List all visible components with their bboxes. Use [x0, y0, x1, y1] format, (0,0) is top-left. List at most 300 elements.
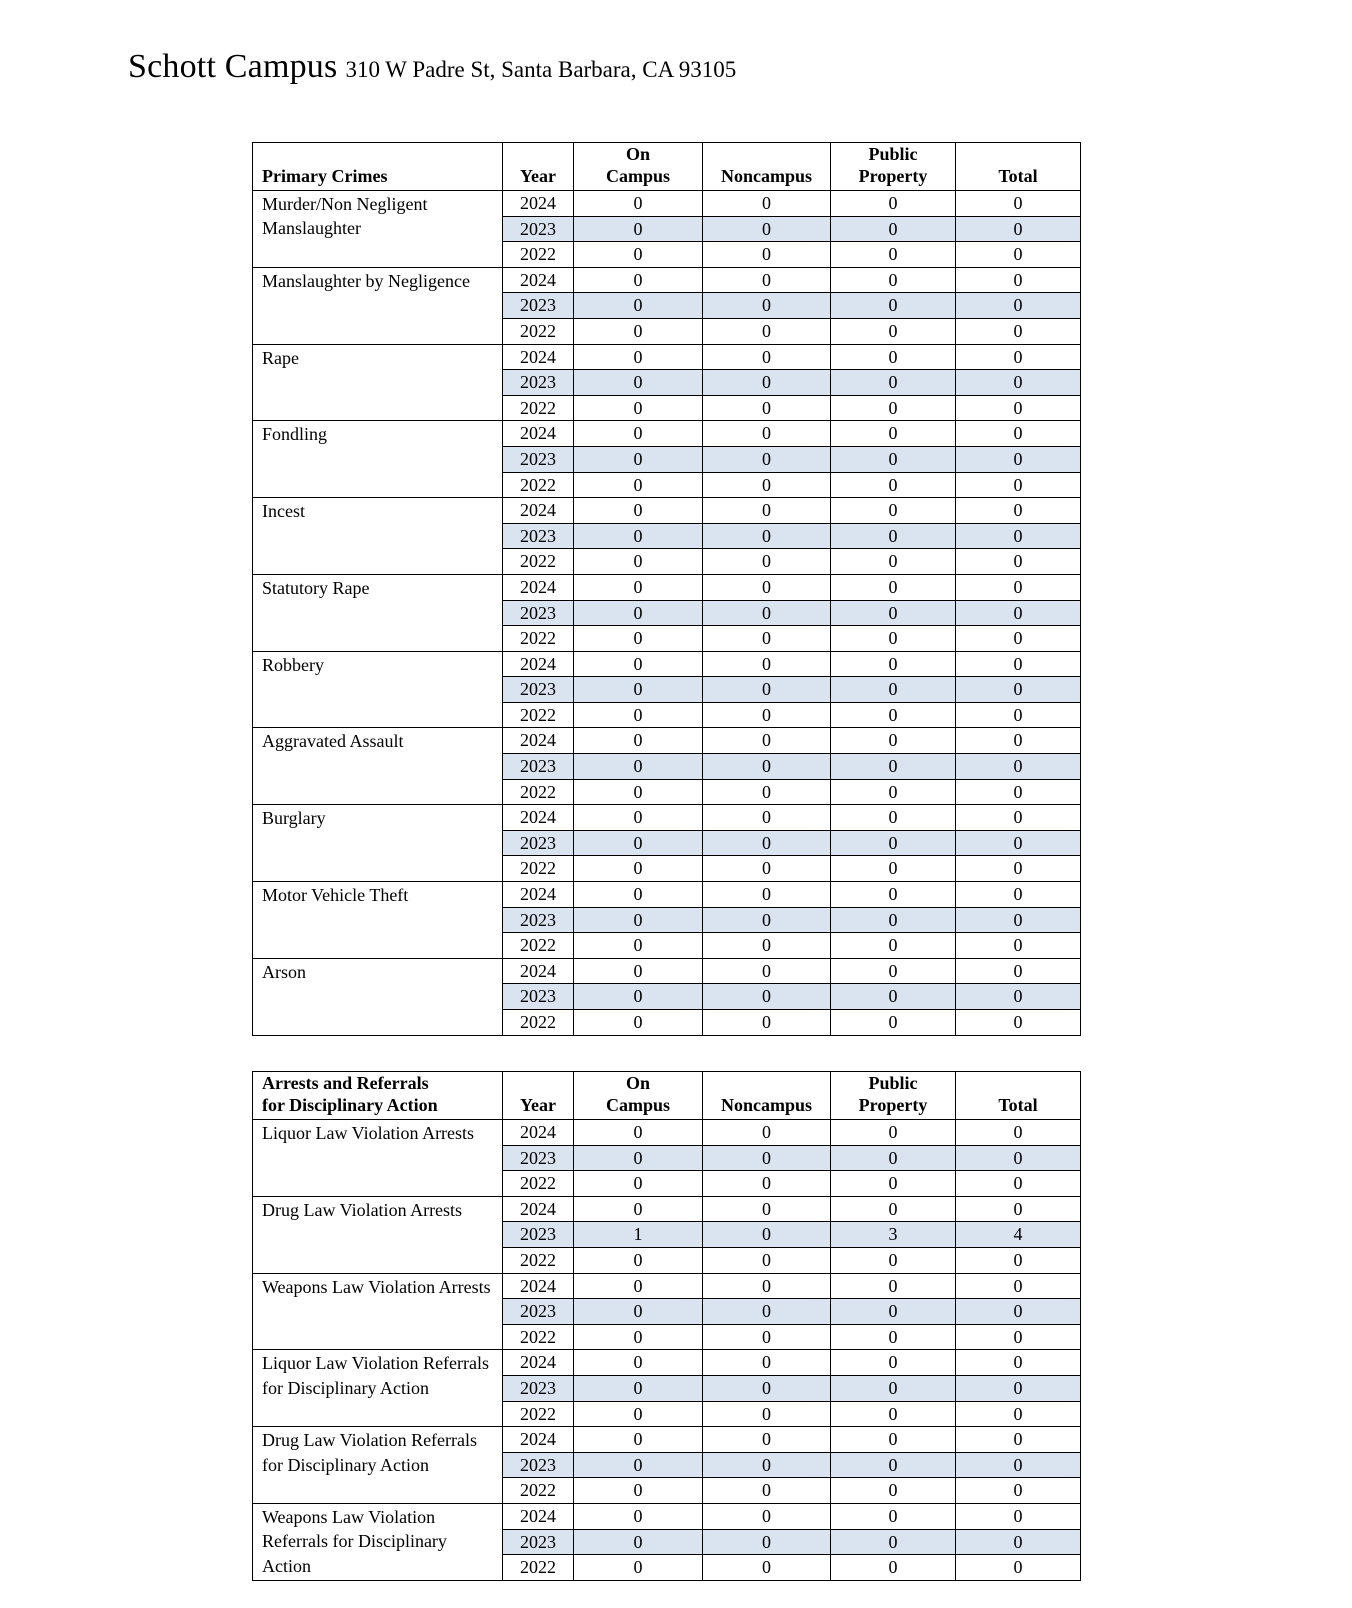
column-header-noncampus: Noncampus	[703, 143, 831, 191]
column-header-on-campus: On Campus	[574, 143, 703, 191]
data-row	[253, 574, 1081, 600]
public-property-value-cell: 3	[831, 1222, 956, 1248]
year-cell: 2022	[503, 242, 574, 268]
year-cell: 2023	[503, 754, 574, 780]
total-value-cell: 0	[956, 344, 1081, 370]
year-cell: 2023	[503, 907, 574, 933]
year-cell: 2023	[503, 293, 574, 319]
on-campus-value-cell: 0	[574, 574, 703, 600]
year-cell: 2023	[503, 216, 574, 242]
column-header-public-property: Public Property	[831, 143, 956, 191]
total-value-cell: 0	[956, 1401, 1081, 1427]
total-value-cell: 0	[956, 1375, 1081, 1401]
public-property-value-cell: 0	[831, 702, 956, 728]
noncampus-value-cell: 0	[703, 395, 831, 421]
noncampus-value-cell: 0	[703, 421, 831, 447]
noncampus-value-cell: 0	[703, 958, 831, 984]
total-value-cell: 0	[956, 702, 1081, 728]
year-cell: 2024	[503, 498, 574, 524]
on-campus-value-cell: 0	[574, 958, 703, 984]
on-campus-value-cell: 0	[574, 191, 703, 217]
total-value-cell: 0	[956, 421, 1081, 447]
public-property-value-cell: 0	[831, 984, 956, 1010]
noncampus-value-cell: 0	[703, 1120, 831, 1146]
year-cell: 2022	[503, 856, 574, 882]
public-property-value-cell: 0	[831, 907, 956, 933]
year-cell: 2022	[503, 702, 574, 728]
total-value-cell: 0	[956, 191, 1081, 217]
year-cell: 2022	[503, 1324, 574, 1350]
year-cell: 2023	[503, 984, 574, 1010]
total-value-cell: 0	[956, 677, 1081, 703]
on-campus-value-cell: 0	[574, 267, 703, 293]
year-column-header: Year	[503, 143, 574, 191]
on-campus-value-cell: 0	[574, 1375, 703, 1401]
on-campus-value-cell: 0	[574, 805, 703, 831]
category-cell: Statutory Rape	[253, 574, 503, 651]
total-value-cell: 0	[956, 805, 1081, 831]
noncampus-value-cell: 0	[703, 779, 831, 805]
public-property-value-cell: 0	[831, 651, 956, 677]
data-row	[253, 1120, 1081, 1146]
public-property-value-cell: 0	[831, 1478, 956, 1504]
on-campus-value-cell: 0	[574, 446, 703, 472]
noncampus-value-cell: 0	[703, 805, 831, 831]
noncampus-value-cell: 0	[703, 574, 831, 600]
noncampus-value-cell: 0	[703, 191, 831, 217]
category-cell: Liquor Law Violation Arrests	[253, 1120, 503, 1197]
total-value-cell: 0	[956, 1350, 1081, 1376]
public-property-value-cell: 0	[831, 216, 956, 242]
category-cell: Burglary	[253, 805, 503, 882]
total-value-cell: 0	[956, 600, 1081, 626]
noncampus-value-cell: 0	[703, 907, 831, 933]
year-cell: 2023	[503, 1452, 574, 1478]
public-property-value-cell: 0	[831, 882, 956, 908]
noncampus-value-cell: 0	[703, 1010, 831, 1036]
year-cell: 2022	[503, 933, 574, 959]
campus-address: 310 W Padre St, Santa Barbara, CA 93105	[345, 57, 737, 82]
data-row	[253, 498, 1081, 524]
data-row	[253, 805, 1081, 831]
noncampus-value-cell: 0	[703, 626, 831, 652]
column-header-public-property: Public Property	[831, 1072, 956, 1120]
noncampus-value-cell: 0	[703, 1478, 831, 1504]
column-header-total: Total	[956, 1072, 1081, 1120]
on-campus-value-cell: 0	[574, 779, 703, 805]
noncampus-value-cell: 0	[703, 651, 831, 677]
public-property-value-cell: 0	[831, 600, 956, 626]
category-cell: Motor Vehicle Theft	[253, 882, 503, 959]
on-campus-value-cell: 0	[574, 318, 703, 344]
public-property-value-cell: 0	[831, 933, 956, 959]
total-value-cell: 0	[956, 1120, 1081, 1146]
noncampus-value-cell: 0	[703, 728, 831, 754]
public-property-value-cell: 0	[831, 754, 956, 780]
public-property-value-cell: 0	[831, 267, 956, 293]
year-cell: 2024	[503, 1196, 574, 1222]
on-campus-value-cell: 0	[574, 1478, 703, 1504]
noncampus-value-cell: 0	[703, 498, 831, 524]
year-cell: 2024	[503, 882, 574, 908]
total-value-cell: 0	[956, 216, 1081, 242]
public-property-value-cell: 0	[831, 191, 956, 217]
year-cell: 2022	[503, 472, 574, 498]
noncampus-value-cell: 0	[703, 370, 831, 396]
total-value-cell: 0	[956, 933, 1081, 959]
on-campus-value-cell: 0	[574, 984, 703, 1010]
total-value-cell: 0	[956, 626, 1081, 652]
year-cell: 2022	[503, 1247, 574, 1273]
public-property-value-cell: 0	[831, 1452, 956, 1478]
noncampus-value-cell: 0	[703, 267, 831, 293]
total-value-cell: 0	[956, 958, 1081, 984]
data-row	[253, 1350, 1081, 1376]
public-property-value-cell: 0	[831, 318, 956, 344]
on-campus-value-cell: 0	[574, 216, 703, 242]
noncampus-value-cell: 0	[703, 1171, 831, 1197]
year-column-header: Year	[503, 1072, 574, 1120]
total-value-cell: 0	[956, 1145, 1081, 1171]
noncampus-value-cell: 0	[703, 882, 831, 908]
category-cell: Weapons Law Violation Arrests	[253, 1273, 503, 1350]
on-campus-value-cell: 0	[574, 1555, 703, 1581]
public-property-value-cell: 0	[831, 1247, 956, 1273]
on-campus-value-cell: 0	[574, 498, 703, 524]
data-row	[253, 1196, 1081, 1222]
total-value-cell: 0	[956, 1478, 1081, 1504]
year-cell: 2023	[503, 1299, 574, 1325]
data-row	[253, 1273, 1081, 1299]
arrests-referrals-table	[252, 1071, 1081, 1581]
year-cell: 2024	[503, 958, 574, 984]
column-header-noncampus: Noncampus	[703, 1072, 831, 1120]
arrests-referrals-header	[253, 1072, 1081, 1120]
total-value-cell: 0	[956, 549, 1081, 575]
public-property-value-cell: 0	[831, 830, 956, 856]
year-cell: 2024	[503, 344, 574, 370]
year-cell: 2023	[503, 1375, 574, 1401]
public-property-value-cell: 0	[831, 574, 956, 600]
total-value-cell: 0	[956, 1171, 1081, 1197]
on-campus-value-cell: 0	[574, 1120, 703, 1146]
category-column-header: Primary Crimes	[253, 143, 503, 191]
noncampus-value-cell: 0	[703, 344, 831, 370]
total-value-cell: 0	[956, 830, 1081, 856]
noncampus-value-cell: 0	[703, 1247, 831, 1273]
noncampus-value-cell: 0	[703, 754, 831, 780]
primary-crimes-body	[253, 191, 1081, 1036]
total-value-cell: 0	[956, 395, 1081, 421]
on-campus-value-cell: 0	[574, 651, 703, 677]
public-property-value-cell: 0	[831, 472, 956, 498]
total-value-cell: 0	[956, 1324, 1081, 1350]
noncampus-value-cell: 0	[703, 318, 831, 344]
total-value-cell: 0	[956, 1247, 1081, 1273]
on-campus-value-cell: 0	[574, 702, 703, 728]
on-campus-value-cell: 0	[574, 1452, 703, 1478]
public-property-value-cell: 0	[831, 1273, 956, 1299]
on-campus-value-cell: 0	[574, 1427, 703, 1453]
total-value-cell: 0	[956, 779, 1081, 805]
on-campus-value-cell: 0	[574, 549, 703, 575]
public-property-value-cell: 0	[831, 1350, 956, 1376]
year-cell: 2024	[503, 1273, 574, 1299]
public-property-value-cell: 0	[831, 1427, 956, 1453]
total-value-cell: 0	[956, 1452, 1081, 1478]
total-value-cell: 0	[956, 728, 1081, 754]
page-title	[128, 48, 736, 86]
on-campus-value-cell: 0	[574, 677, 703, 703]
data-row	[253, 1503, 1081, 1529]
total-value-cell: 0	[956, 1529, 1081, 1555]
noncampus-value-cell: 0	[703, 1222, 831, 1248]
noncampus-value-cell: 0	[703, 933, 831, 959]
public-property-value-cell: 0	[831, 1529, 956, 1555]
noncampus-value-cell: 0	[703, 1401, 831, 1427]
noncampus-value-cell: 0	[703, 830, 831, 856]
total-value-cell: 0	[956, 856, 1081, 882]
public-property-value-cell: 0	[831, 395, 956, 421]
category-cell: Drug Law Violation Arrests	[253, 1196, 503, 1273]
category-cell: Incest	[253, 498, 503, 575]
total-value-cell: 0	[956, 984, 1081, 1010]
on-campus-value-cell: 0	[574, 1010, 703, 1036]
noncampus-value-cell: 0	[703, 216, 831, 242]
public-property-value-cell: 0	[831, 523, 956, 549]
data-row	[253, 421, 1081, 447]
year-cell: 2023	[503, 830, 574, 856]
category-cell: Liquor Law Violation Referrals for Disciplinary Action	[253, 1350, 503, 1427]
total-value-cell: 0	[956, 370, 1081, 396]
noncampus-value-cell: 0	[703, 549, 831, 575]
noncampus-value-cell: 0	[703, 1452, 831, 1478]
noncampus-value-cell: 0	[703, 1555, 831, 1581]
on-campus-value-cell: 0	[574, 830, 703, 856]
year-cell: 2024	[503, 805, 574, 831]
on-campus-value-cell: 0	[574, 344, 703, 370]
public-property-value-cell: 0	[831, 242, 956, 268]
on-campus-value-cell: 0	[574, 626, 703, 652]
total-value-cell: 0	[956, 1427, 1081, 1453]
on-campus-value-cell: 0	[574, 882, 703, 908]
on-campus-value-cell: 0	[574, 523, 703, 549]
total-value-cell: 0	[956, 651, 1081, 677]
noncampus-value-cell: 0	[703, 1324, 831, 1350]
on-campus-value-cell: 0	[574, 1247, 703, 1273]
header-row	[253, 143, 1081, 191]
year-cell: 2023	[503, 1529, 574, 1555]
noncampus-value-cell: 0	[703, 984, 831, 1010]
noncampus-value-cell: 0	[703, 472, 831, 498]
category-cell: Rape	[253, 344, 503, 421]
on-campus-value-cell: 0	[574, 395, 703, 421]
total-value-cell: 0	[956, 1010, 1081, 1036]
noncampus-value-cell: 0	[703, 1299, 831, 1325]
noncampus-value-cell: 0	[703, 1529, 831, 1555]
on-campus-value-cell: 1	[574, 1222, 703, 1248]
public-property-value-cell: 0	[831, 1555, 956, 1581]
public-property-value-cell: 0	[831, 958, 956, 984]
noncampus-value-cell: 0	[703, 293, 831, 319]
category-cell: Fondling	[253, 421, 503, 498]
total-value-cell: 0	[956, 907, 1081, 933]
year-cell: 2023	[503, 677, 574, 703]
year-cell: 2024	[503, 267, 574, 293]
noncampus-value-cell: 0	[703, 1145, 831, 1171]
public-property-value-cell: 0	[831, 1503, 956, 1529]
year-cell: 2022	[503, 1555, 574, 1581]
total-value-cell: 0	[956, 754, 1081, 780]
public-property-value-cell: 0	[831, 626, 956, 652]
total-value-cell: 0	[956, 472, 1081, 498]
on-campus-value-cell: 0	[574, 370, 703, 396]
category-cell: Drug Law Violation Referrals for Disciplinary Action	[253, 1427, 503, 1504]
noncampus-value-cell: 0	[703, 702, 831, 728]
total-value-cell: 0	[956, 293, 1081, 319]
total-value-cell: 0	[956, 882, 1081, 908]
public-property-value-cell: 0	[831, 1401, 956, 1427]
year-cell: 2024	[503, 191, 574, 217]
on-campus-value-cell: 0	[574, 472, 703, 498]
noncampus-value-cell: 0	[703, 523, 831, 549]
year-cell: 2022	[503, 1010, 574, 1036]
on-campus-value-cell: 0	[574, 1171, 703, 1197]
year-cell: 2024	[503, 421, 574, 447]
year-cell: 2022	[503, 395, 574, 421]
column-header-total: Total	[956, 143, 1081, 191]
noncampus-value-cell: 0	[703, 1350, 831, 1376]
primary-crimes-header	[253, 143, 1081, 191]
year-cell: 2024	[503, 1120, 574, 1146]
public-property-value-cell: 0	[831, 1145, 956, 1171]
year-cell: 2022	[503, 626, 574, 652]
total-value-cell: 0	[956, 498, 1081, 524]
noncampus-value-cell: 0	[703, 1375, 831, 1401]
data-row	[253, 191, 1081, 217]
on-campus-value-cell: 0	[574, 1401, 703, 1427]
public-property-value-cell: 0	[831, 1375, 956, 1401]
public-property-value-cell: 0	[831, 446, 956, 472]
data-row	[253, 1427, 1081, 1453]
total-value-cell: 0	[956, 1555, 1081, 1581]
on-campus-value-cell: 0	[574, 907, 703, 933]
primary-crimes-table	[252, 142, 1081, 1036]
public-property-value-cell: 0	[831, 805, 956, 831]
year-cell: 2023	[503, 370, 574, 396]
on-campus-value-cell: 0	[574, 754, 703, 780]
total-value-cell: 0	[956, 1503, 1081, 1529]
header-row	[253, 1072, 1081, 1120]
noncampus-value-cell: 0	[703, 677, 831, 703]
public-property-value-cell: 0	[831, 779, 956, 805]
total-value-cell: 0	[956, 318, 1081, 344]
public-property-value-cell: 0	[831, 856, 956, 882]
arrests-referrals-body	[253, 1120, 1081, 1581]
total-value-cell: 0	[956, 523, 1081, 549]
year-cell: 2023	[503, 600, 574, 626]
public-property-value-cell: 0	[831, 1299, 956, 1325]
category-column-header: Arrests and Referrals for Disciplinary Action	[253, 1072, 503, 1120]
on-campus-value-cell: 0	[574, 1299, 703, 1325]
year-cell: 2023	[503, 523, 574, 549]
on-campus-value-cell: 0	[574, 856, 703, 882]
year-cell: 2022	[503, 549, 574, 575]
public-property-value-cell: 0	[831, 677, 956, 703]
data-row	[253, 344, 1081, 370]
public-property-value-cell: 0	[831, 1010, 956, 1036]
on-campus-value-cell: 0	[574, 728, 703, 754]
public-property-value-cell: 0	[831, 370, 956, 396]
public-property-value-cell: 0	[831, 1324, 956, 1350]
data-row	[253, 958, 1081, 984]
year-cell: 2022	[503, 1478, 574, 1504]
on-campus-value-cell: 0	[574, 1196, 703, 1222]
noncampus-value-cell: 0	[703, 1273, 831, 1299]
category-cell: Manslaughter by Negligence	[253, 267, 503, 344]
year-cell: 2023	[503, 1222, 574, 1248]
on-campus-value-cell: 0	[574, 421, 703, 447]
year-cell: 2024	[503, 574, 574, 600]
public-property-value-cell: 0	[831, 728, 956, 754]
noncampus-value-cell: 0	[703, 242, 831, 268]
category-cell: Weapons Law Violation Referrals for Disciplinary Action	[253, 1503, 503, 1580]
on-campus-value-cell: 0	[574, 1145, 703, 1171]
public-property-value-cell: 0	[831, 293, 956, 319]
on-campus-value-cell: 0	[574, 293, 703, 319]
year-cell: 2024	[503, 651, 574, 677]
category-cell: Aggravated Assault	[253, 728, 503, 805]
noncampus-value-cell: 0	[703, 856, 831, 882]
column-header-on-campus: On Campus	[574, 1072, 703, 1120]
category-cell: Murder/Non Negligent Manslaughter	[253, 191, 503, 268]
on-campus-value-cell: 0	[574, 242, 703, 268]
year-cell: 2022	[503, 318, 574, 344]
year-cell: 2024	[503, 1503, 574, 1529]
data-row	[253, 728, 1081, 754]
total-value-cell: 0	[956, 446, 1081, 472]
noncampus-value-cell: 0	[703, 1427, 831, 1453]
year-cell: 2022	[503, 779, 574, 805]
public-property-value-cell: 0	[831, 1196, 956, 1222]
on-campus-value-cell: 0	[574, 1350, 703, 1376]
public-property-value-cell: 0	[831, 1120, 956, 1146]
public-property-value-cell: 0	[831, 498, 956, 524]
category-cell: Arson	[253, 958, 503, 1035]
total-value-cell: 0	[956, 1299, 1081, 1325]
noncampus-value-cell: 0	[703, 446, 831, 472]
on-campus-value-cell: 0	[574, 1273, 703, 1299]
on-campus-value-cell: 0	[574, 1503, 703, 1529]
year-cell: 2022	[503, 1171, 574, 1197]
year-cell: 2023	[503, 446, 574, 472]
total-value-cell: 0	[956, 1273, 1081, 1299]
total-value-cell: 0	[956, 1196, 1081, 1222]
total-value-cell: 0	[956, 267, 1081, 293]
on-campus-value-cell: 0	[574, 933, 703, 959]
data-row	[253, 267, 1081, 293]
on-campus-value-cell: 0	[574, 1324, 703, 1350]
data-row	[253, 882, 1081, 908]
year-cell: 2023	[503, 1145, 574, 1171]
noncampus-value-cell: 0	[703, 1196, 831, 1222]
campus-name: Schott Campus	[128, 48, 338, 85]
noncampus-value-cell: 0	[703, 1503, 831, 1529]
noncampus-value-cell: 0	[703, 600, 831, 626]
public-property-value-cell: 0	[831, 344, 956, 370]
data-row	[253, 651, 1081, 677]
public-property-value-cell: 0	[831, 1171, 956, 1197]
